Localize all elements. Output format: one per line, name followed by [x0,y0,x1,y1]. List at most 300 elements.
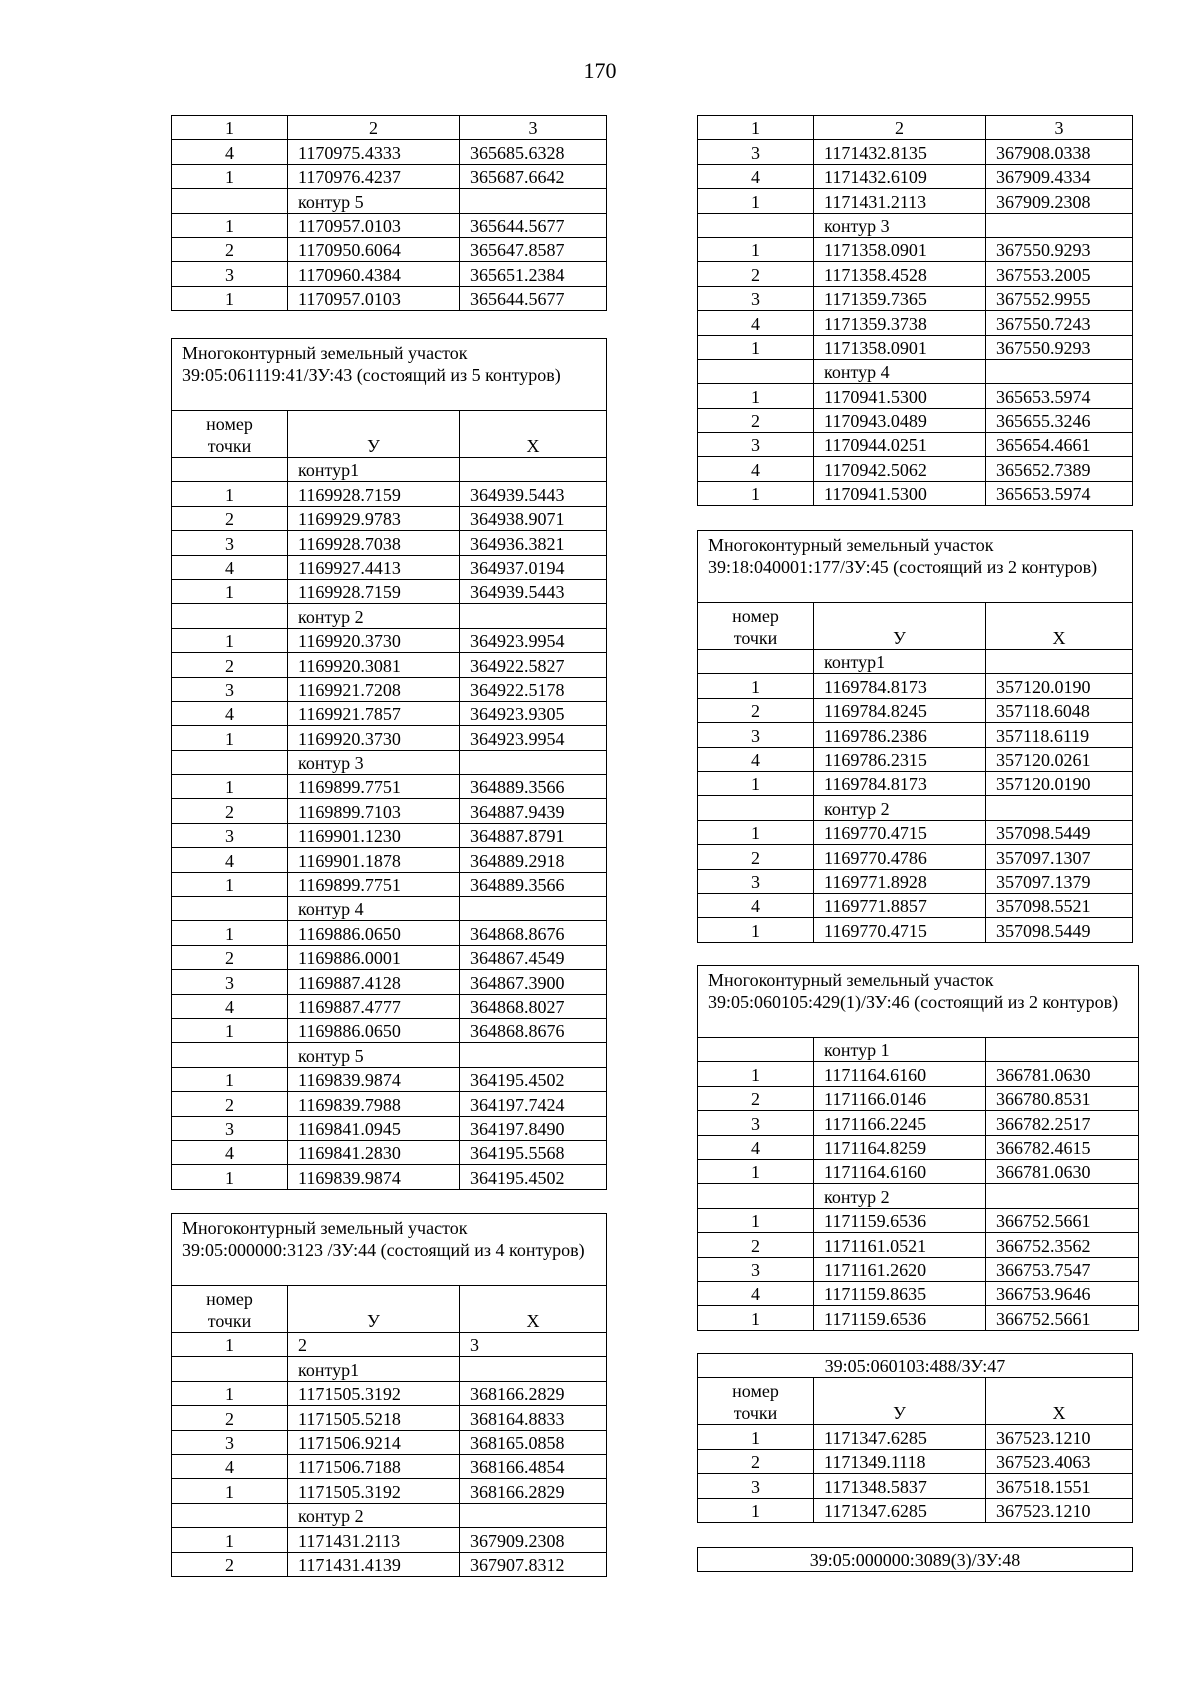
point-number-cell [172,604,288,628]
y-coordinate-cell: 1169886.0001 [288,945,460,969]
y-coordinate-cell: 1169771.8928 [814,869,986,893]
column-header-y: У [288,1286,460,1333]
table-header-row [172,411,607,458]
y-coordinate-cell: 1169921.7857 [288,701,460,725]
y-coordinate-cell: 1169928.7159 [288,579,460,603]
y-coordinate-cell: 1170942.5062 [814,457,986,481]
x-coordinate-cell: 365654.4661 [986,433,1133,457]
table-row [172,653,607,677]
point-number-cell: 4 [172,555,288,579]
point-number-cell: 4 [698,1135,814,1159]
x-coordinate-cell: 367907.8312 [460,1552,607,1576]
table-row [172,262,607,286]
x-coordinate-cell: 364867.4549 [460,945,607,969]
point-number-cell: 1 [172,775,288,799]
table-row [698,1135,1139,1159]
y-coordinate-cell: 1171159.6536 [814,1208,986,1232]
table-row [172,628,607,652]
y-coordinate-cell: 1169771.8857 [814,893,986,917]
table-row [698,1474,1133,1498]
x-coordinate-cell: 364197.8490 [460,1116,607,1140]
point-number-cell: 2 [172,1406,288,1430]
point-number-cell: 1 [172,1528,288,1552]
point-number-cell: 1 [172,1479,288,1503]
table-row [698,723,1133,747]
point-number-cell: 1 [172,921,288,945]
point-number-cell: 4 [698,164,814,188]
point-number-cell: 1 [172,1067,288,1091]
table-row [172,799,607,823]
x-coordinate-cell: 367550.7243 [986,311,1133,335]
x-coordinate-cell [986,650,1133,674]
y-coordinate-cell: 1171358.4528 [814,262,986,286]
table-row [698,286,1133,310]
x-coordinate-cell: 367523.1210 [986,1425,1133,1449]
y-coordinate-cell: 1171347.6285 [814,1498,986,1522]
column-header-y: У [814,1378,986,1425]
y-coordinate-cell: 1169839.9874 [288,1067,460,1091]
x-coordinate-cell: 357120.0190 [986,771,1133,795]
y-coordinate-cell: 1169928.7159 [288,482,460,506]
x-coordinate-cell: 366782.4615 [986,1135,1139,1159]
y-coordinate-cell: 1170957.0103 [288,286,460,310]
x-coordinate-cell: 367909.2308 [986,189,1133,213]
x-coordinate-cell: 365644.5677 [460,213,607,237]
table-row [172,1140,607,1164]
contour-label-row [172,1503,607,1527]
table-row [172,970,607,994]
point-number-cell: 1 [172,1018,288,1042]
point-number-cell: 3 [698,140,814,164]
x-coordinate-cell: 364887.8791 [460,823,607,847]
y-coordinate-cell: 1171432.6109 [814,164,986,188]
table-row [698,384,1133,408]
x-coordinate-cell: 3 [460,1333,607,1357]
table-row [698,1306,1139,1330]
x-coordinate-cell [460,604,607,628]
contour-label-row [172,1043,607,1067]
header-cell: 3 [986,116,1133,140]
x-coordinate-cell: 367518.1551 [986,1474,1133,1498]
y-coordinate-cell: 1169899.7751 [288,775,460,799]
point-number-cell: 3 [698,1257,814,1281]
point-number-cell: 1 [172,1381,288,1405]
y-coordinate-cell: 1170944.0251 [814,433,986,457]
y-coordinate-cell: 1170950.6064 [288,237,460,261]
table-title: Многоконтурный земельный участок 39:18:040001:177/ЗУ:45 (состоящий из 2 контуров) [698,531,1133,603]
point-number-cell [698,1038,814,1062]
x-coordinate-cell: 364868.8027 [460,994,607,1018]
x-coordinate-cell [986,1038,1139,1062]
parcel-table-zu44 [171,1213,607,1577]
table-row [698,820,1133,844]
y-coordinate-cell: 1171506.7188 [288,1454,460,1478]
point-number-cell: 4 [698,311,814,335]
table-title: Многоконтурный земельный участок 39:05:060105:429(1)/ЗУ:46 (состоящий из 2 контуров) [698,966,1139,1038]
point-number-cell: 4 [698,1281,814,1305]
column-header-x: Х [986,603,1133,650]
x-coordinate-cell: 364923.9954 [460,726,607,750]
x-coordinate-cell: 357120.0261 [986,747,1133,771]
contour-label: контур 2 [814,796,986,820]
point-number-cell: 2 [698,698,814,722]
table-row [698,189,1133,213]
point-number-cell: 4 [172,994,288,1018]
point-number-cell: 3 [698,869,814,893]
point-number-cell: 3 [172,531,288,555]
table-row [172,1333,607,1357]
point-number-cell: 1 [698,820,814,844]
point-number-cell [698,796,814,820]
contour-label: контур 3 [814,213,986,237]
x-coordinate-cell: 366781.0630 [986,1062,1139,1086]
x-coordinate-cell [460,189,607,213]
table-row [698,164,1133,188]
point-number-cell: 1 [172,872,288,896]
point-number-cell: 3 [698,286,814,310]
table-header-row [698,116,1133,140]
x-coordinate-cell: 368166.2829 [460,1479,607,1503]
table-row [172,1406,607,1430]
x-coordinate-cell: 367553.2005 [986,262,1133,286]
table-row [698,1159,1139,1183]
point-number-cell: 2 [698,408,814,432]
y-coordinate-cell: 1169786.2315 [814,747,986,771]
contour-label: контур 2 [288,1503,460,1527]
y-coordinate-cell: 1171161.0521 [814,1233,986,1257]
x-coordinate-cell [460,1043,607,1067]
table-row [172,1552,607,1576]
table-row [698,1062,1139,1086]
point-number-cell: 3 [172,970,288,994]
table-row [698,1086,1139,1110]
point-number-cell: 1 [172,213,288,237]
column-header-point-number: номер точки [172,411,288,458]
x-coordinate-cell [460,1503,607,1527]
contour-label-row [172,604,607,628]
table-row [172,921,607,945]
x-coordinate-cell: 364195.4502 [460,1067,607,1091]
contour-label: контур1 [288,458,460,482]
y-coordinate-cell: 1169929.9783 [288,506,460,530]
point-number-cell: 2 [172,653,288,677]
y-coordinate-cell: 1169770.4715 [814,918,986,942]
table-row [172,726,607,750]
y-coordinate-cell: 1169887.4777 [288,994,460,1018]
x-coordinate-cell: 367523.1210 [986,1498,1133,1522]
x-coordinate-cell: 368164.8833 [460,1406,607,1430]
x-coordinate-cell: 357118.6119 [986,723,1133,747]
column-header-point-number: номер точки [698,1378,814,1425]
point-number-cell: 1 [172,726,288,750]
point-number-cell: 4 [172,1140,288,1164]
point-number-cell: 3 [172,823,288,847]
coordinates-table-continuation-left [171,115,607,311]
point-number-cell: 2 [698,1233,814,1257]
y-coordinate-cell: 1169920.3730 [288,726,460,750]
point-number-cell: 1 [698,481,814,505]
table-row [698,1498,1133,1522]
point-number-cell: 1 [698,1062,814,1086]
point-number-cell: 4 [172,1454,288,1478]
table-row [172,1479,607,1503]
column-header-x: Х [986,1378,1133,1425]
parcel-table-zu48 [697,1547,1133,1572]
y-coordinate-cell: 1171431.2113 [288,1528,460,1552]
y-coordinate-cell: 1171359.3738 [814,311,986,335]
table-row [698,893,1133,917]
x-coordinate-cell: 366782.2517 [986,1111,1139,1135]
point-number-cell: 1 [698,1425,814,1449]
table-row [698,674,1133,698]
x-coordinate-cell: 367550.9293 [986,335,1133,359]
point-number-cell: 4 [698,893,814,917]
contour-label: контур 5 [288,189,460,213]
point-number-cell [172,1503,288,1527]
table-title: 39:05:000000:3089(3)/ЗУ:48 [698,1548,1133,1572]
parcel-table-zu47 [697,1353,1133,1523]
y-coordinate-cell: 1171359.7365 [814,286,986,310]
table-row [698,918,1133,942]
parcel-table-zu43 [171,338,607,1190]
table-row [698,1449,1133,1473]
column-header-y: У [288,411,460,458]
x-coordinate-cell: 364197.7424 [460,1092,607,1116]
point-number-cell [698,650,814,674]
column-header-y: У [814,603,986,650]
coordinates-table-continuation-right [697,115,1133,506]
point-number-cell: 3 [172,1430,288,1454]
x-coordinate-cell: 357098.5449 [986,918,1133,942]
table-row [698,457,1133,481]
y-coordinate-cell: 1169899.7103 [288,799,460,823]
contour-label-row [698,213,1133,237]
table-row [698,262,1133,286]
x-coordinate-cell: 365651.2384 [460,262,607,286]
table-row [698,237,1133,261]
x-coordinate-cell: 366781.0630 [986,1159,1139,1183]
x-coordinate-cell: 364868.8676 [460,1018,607,1042]
point-number-cell: 1 [172,286,288,310]
y-coordinate-cell: 1169886.0650 [288,1018,460,1042]
header-cell: 1 [698,116,814,140]
y-coordinate-cell: 1169887.4128 [288,970,460,994]
y-coordinate-cell: 1171358.0901 [814,237,986,261]
y-coordinate-cell: 1170975.4333 [288,140,460,164]
contour-label: контур 2 [288,604,460,628]
table-row [698,408,1133,432]
header-cell: 2 [288,116,460,140]
y-coordinate-cell: 1170941.5300 [814,384,986,408]
y-coordinate-cell: 1171166.2245 [814,1111,986,1135]
contour-label: контур 5 [288,1043,460,1067]
table-row [698,747,1133,771]
point-number-cell: 2 [172,237,288,261]
point-number-cell [172,189,288,213]
table-row [172,848,607,872]
x-coordinate-cell: 364938.9071 [460,506,607,530]
x-coordinate-cell: 365652.7389 [986,457,1133,481]
x-coordinate-cell: 368166.4854 [460,1454,607,1478]
x-coordinate-cell: 366752.5661 [986,1208,1139,1232]
table-row [698,433,1133,457]
column-header-point-number: номер точки [698,603,814,650]
table-row [172,555,607,579]
point-number-cell [172,1357,288,1381]
point-number-cell: 3 [698,723,814,747]
y-coordinate-cell: 1169770.4715 [814,820,986,844]
point-number-cell: 3 [698,433,814,457]
contour-label-row [172,458,607,482]
y-coordinate-cell: 1169920.3081 [288,653,460,677]
x-coordinate-cell [986,1184,1139,1208]
point-number-cell: 2 [172,945,288,969]
x-coordinate-cell: 365653.5974 [986,481,1133,505]
contour-label-row [698,359,1133,383]
x-coordinate-cell: 357098.5521 [986,893,1133,917]
table-row [172,872,607,896]
table-row [698,1257,1139,1281]
table-row [698,1233,1139,1257]
table-row [172,164,607,188]
contour-label-row [172,897,607,921]
point-number-cell: 1 [172,1333,288,1357]
y-coordinate-cell: 1169920.3730 [288,628,460,652]
x-coordinate-cell: 366752.5661 [986,1306,1139,1330]
table-row [172,286,607,310]
y-coordinate-cell: 2 [288,1333,460,1357]
point-number-cell: 2 [698,1449,814,1473]
y-coordinate-cell: 1171358.0901 [814,335,986,359]
x-coordinate-cell: 366780.8531 [986,1086,1139,1110]
x-coordinate-cell: 364939.5443 [460,482,607,506]
x-coordinate-cell: 364889.3566 [460,775,607,799]
y-coordinate-cell: 1171166.0146 [814,1086,986,1110]
point-number-cell: 4 [172,701,288,725]
point-number-cell: 3 [698,1474,814,1498]
contour-label: контур1 [814,650,986,674]
point-number-cell: 2 [698,1086,814,1110]
table-row [172,945,607,969]
y-coordinate-cell: 1169928.7038 [288,531,460,555]
x-coordinate-cell: 365687.6642 [460,164,607,188]
x-coordinate-cell: 357098.5449 [986,820,1133,844]
point-number-cell: 1 [172,164,288,188]
table-title: Многоконтурный земельный участок 39:05:000000:3123 /ЗУ:44 (состоящий из 4 контуров) [172,1214,607,1286]
contour-label: контур 4 [814,359,986,383]
point-number-cell: 4 [172,140,288,164]
page-number: 170 [583,58,617,83]
point-number-cell [698,213,814,237]
table-row [172,1528,607,1552]
point-number-cell: 2 [172,799,288,823]
contour-label: контур 3 [288,750,460,774]
contour-label-row [172,1357,607,1381]
x-coordinate-cell: 357097.1307 [986,845,1133,869]
y-coordinate-cell: 1171348.5837 [814,1474,986,1498]
table-row [698,1111,1139,1135]
table-row [172,701,607,725]
point-number-cell: 2 [172,506,288,530]
contour-label-row [698,650,1133,674]
table-row [172,1381,607,1405]
contour-label-row [698,1184,1139,1208]
point-number-cell: 1 [698,1208,814,1232]
table-row [698,869,1133,893]
point-number-cell: 2 [172,1552,288,1576]
x-coordinate-cell: 366753.9646 [986,1281,1139,1305]
x-coordinate-cell: 367909.4334 [986,164,1133,188]
table-row [172,237,607,261]
x-coordinate-cell: 364923.9305 [460,701,607,725]
y-coordinate-cell: 1171349.1118 [814,1449,986,1473]
table-header-row [698,1378,1133,1425]
table-row [698,140,1133,164]
y-coordinate-cell: 1171164.6160 [814,1159,986,1183]
y-coordinate-cell: 1169786.2386 [814,723,986,747]
x-coordinate-cell: 364195.5568 [460,1140,607,1164]
point-number-cell: 3 [172,262,288,286]
y-coordinate-cell: 1169899.7751 [288,872,460,896]
table-row [172,213,607,237]
table-row [172,677,607,701]
point-number-cell [172,1043,288,1067]
y-coordinate-cell: 1171431.4139 [288,1552,460,1576]
point-number-cell: 4 [172,848,288,872]
point-number-cell: 2 [698,262,814,286]
x-coordinate-cell: 364937.0194 [460,555,607,579]
table-row [698,845,1133,869]
point-number-cell: 2 [172,1092,288,1116]
point-number-cell: 3 [698,1111,814,1135]
table-row [172,1165,607,1189]
x-coordinate-cell: 367908.0338 [986,140,1133,164]
contour-label-row [698,796,1133,820]
y-coordinate-cell: 1169784.8245 [814,698,986,722]
y-coordinate-cell: 1171164.6160 [814,1062,986,1086]
y-coordinate-cell: 1169784.8173 [814,674,986,698]
point-number-cell: 2 [698,845,814,869]
point-number-cell: 3 [172,1116,288,1140]
y-coordinate-cell: 1169841.0945 [288,1116,460,1140]
x-coordinate-cell: 365653.5974 [986,384,1133,408]
y-coordinate-cell: 1170957.0103 [288,213,460,237]
point-number-cell [172,750,288,774]
point-number-cell: 1 [698,918,814,942]
x-coordinate-cell: 365655.3246 [986,408,1133,432]
point-number-cell: 3 [172,677,288,701]
point-number-cell: 1 [698,771,814,795]
contour-label-row [172,750,607,774]
x-coordinate-cell: 367552.9955 [986,286,1133,310]
y-coordinate-cell: 1171505.3192 [288,1381,460,1405]
point-number-cell: 4 [698,747,814,771]
y-coordinate-cell: 1170941.5300 [814,481,986,505]
y-coordinate-cell: 1171347.6285 [814,1425,986,1449]
x-coordinate-cell: 367550.9293 [986,237,1133,261]
x-coordinate-cell: 364922.5827 [460,653,607,677]
y-coordinate-cell: 1170960.4384 [288,262,460,286]
table-row [172,823,607,847]
y-coordinate-cell: 1169921.7208 [288,677,460,701]
y-coordinate-cell: 1170943.0489 [814,408,986,432]
contour-label: контур 4 [288,897,460,921]
x-coordinate-cell: 364922.5178 [460,677,607,701]
point-number-cell: 1 [172,482,288,506]
x-coordinate-cell [460,1357,607,1381]
table-row [172,1092,607,1116]
x-coordinate-cell: 367523.4063 [986,1449,1133,1473]
